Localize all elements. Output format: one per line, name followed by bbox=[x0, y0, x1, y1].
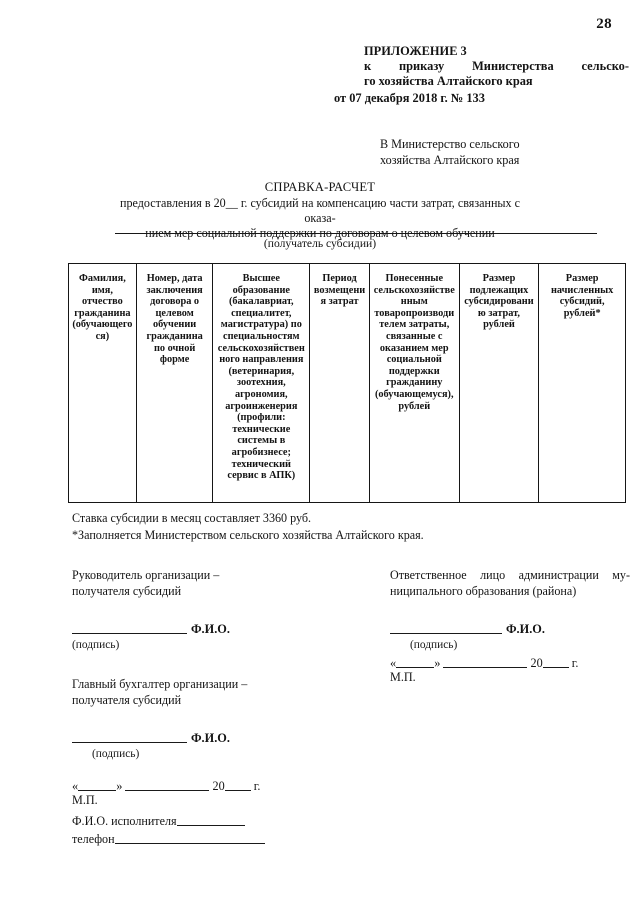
month-underline[interactable] bbox=[443, 655, 527, 668]
quote-open: « bbox=[72, 779, 79, 793]
recipient-rule bbox=[115, 233, 597, 234]
table-header-cell-3: Высшее образование (бакалавриат, специалитет, магистратура) по специальностям сельскохозяйственного направления (ветеринария, зоотехния, агрономия, агроинженерия (профили: технические системы в агробизнесе; технический сервис в АПК) bbox=[213, 264, 310, 502]
role-head-of-organization bbox=[72, 568, 372, 599]
stamp-placeholder-left: М.П. bbox=[72, 792, 98, 807]
year-suffix: г. bbox=[571, 656, 579, 670]
quote-close: » bbox=[434, 656, 441, 670]
table-header-cell-4: Период возмещения затрат bbox=[310, 264, 370, 502]
phone-label: телефон bbox=[72, 832, 115, 846]
footnote-note: *Заполняется Министерством сельского хозяйства Алтайского края. bbox=[72, 527, 424, 542]
subsidy-rate-note: Ставка субсидии в месяц составляет 3360 руб. bbox=[72, 511, 312, 525]
page-number: 28 bbox=[596, 16, 612, 32]
table-header-cell-7: Размер начисленных субсидий, рублей* bbox=[550, 273, 614, 319]
addressee-block bbox=[380, 136, 610, 168]
stamp-placeholder-right: М.П. bbox=[390, 669, 416, 684]
signature-block-right bbox=[390, 568, 630, 685]
signature-field-municipal[interactable] bbox=[390, 621, 630, 638]
appendix-title: ПРИЛОЖЕНИЕ 3 bbox=[364, 44, 467, 58]
table-header-cell-1: Фамилия, имя, отчество гражданина (обучающегося) bbox=[69, 264, 137, 502]
podpis-caption-municipal: (подпись) bbox=[410, 638, 458, 651]
calculation-table bbox=[68, 263, 626, 503]
quote-close: » bbox=[116, 779, 123, 793]
appendix-order-line-1: к приказу Министерства сельско- bbox=[364, 59, 629, 74]
day-underline[interactable] bbox=[396, 655, 434, 668]
quote-open: « bbox=[390, 656, 397, 670]
year-prefix: 20 bbox=[212, 779, 225, 793]
document-title: СПРАВКА-РАСЧЕТ bbox=[264, 180, 376, 194]
appendix-order-date: от 07 декабря 2018 г. № 133 bbox=[334, 90, 485, 105]
executor-underline[interactable] bbox=[177, 813, 245, 826]
signature-field-head[interactable] bbox=[72, 621, 372, 638]
fio-label: Ф.И.О. bbox=[191, 731, 230, 745]
signature-underline[interactable] bbox=[390, 621, 502, 634]
year-suffix: г. bbox=[253, 779, 261, 793]
appendix-order-line-2: го хозяйства Алтайского края bbox=[364, 74, 533, 89]
appendix-header bbox=[332, 44, 632, 106]
signature-field-accountant[interactable] bbox=[72, 730, 372, 747]
role-head-line-2: получателя субсидий bbox=[72, 583, 182, 598]
year-underline[interactable] bbox=[225, 778, 251, 791]
month-underline[interactable] bbox=[125, 778, 209, 791]
executor-field[interactable] bbox=[72, 812, 402, 830]
executor-footer bbox=[72, 812, 402, 848]
table-header-cell-6: Размер подлежащих субсидированию затрат, рублей bbox=[460, 264, 540, 502]
addressee-line-2: хозяйства Алтайского края bbox=[380, 153, 520, 167]
document-subtitle bbox=[104, 196, 536, 241]
notes-block bbox=[72, 510, 592, 543]
phone-field[interactable] bbox=[72, 830, 402, 848]
year-prefix: 20 bbox=[530, 656, 543, 670]
podpis-caption-head: (подпись) bbox=[72, 638, 120, 651]
signature-underline[interactable] bbox=[72, 621, 187, 634]
recipient-caption: (получатель субсидии) bbox=[263, 237, 377, 250]
signature-block-left bbox=[72, 568, 372, 808]
podpis-caption-accountant: (подпись) bbox=[92, 747, 140, 760]
document-subtitle-line-1: предоставления в 20__ г. субсидий на компенсацию части затрат, связанных с оказа- bbox=[120, 196, 520, 225]
role-municipal-officer bbox=[390, 568, 630, 599]
role-accountant-line-1: Главный бухгалтер организации – bbox=[72, 677, 248, 691]
role-municipal-line-2: ниципального образования (района) bbox=[390, 583, 577, 598]
executor-label: Ф.И.О. исполнителя bbox=[72, 814, 177, 828]
addressee-line-1: В Министерство сельского bbox=[380, 137, 520, 151]
day-underline[interactable] bbox=[78, 778, 116, 791]
role-municipal-line-1: Ответственное лицо администрации му- bbox=[390, 568, 630, 582]
role-head-line-1: Руководитель организации – bbox=[72, 568, 220, 582]
year-underline[interactable] bbox=[543, 655, 569, 668]
document-subtitle-line-2: нием мер социальной поддержки по договорам о целевом обучении bbox=[145, 226, 495, 240]
fio-label: Ф.И.О. bbox=[191, 622, 230, 636]
fio-label: Ф.И.О. bbox=[506, 622, 545, 636]
phone-underline[interactable] bbox=[115, 831, 265, 844]
signature-underline[interactable] bbox=[72, 730, 187, 743]
role-chief-accountant bbox=[72, 677, 372, 708]
role-accountant-line-2: получателя субсидий bbox=[72, 692, 182, 707]
table-header-cell-2: Номер, дата заключения договора о целевом обучении гражданина по очной форме bbox=[137, 264, 214, 502]
table-header-cell-5: Понесенные сельскохозяйственным товаропроизводителем затраты, связанные с оказанием мер социальной поддержки гражданину (обучающемуся), рублей bbox=[370, 264, 460, 502]
